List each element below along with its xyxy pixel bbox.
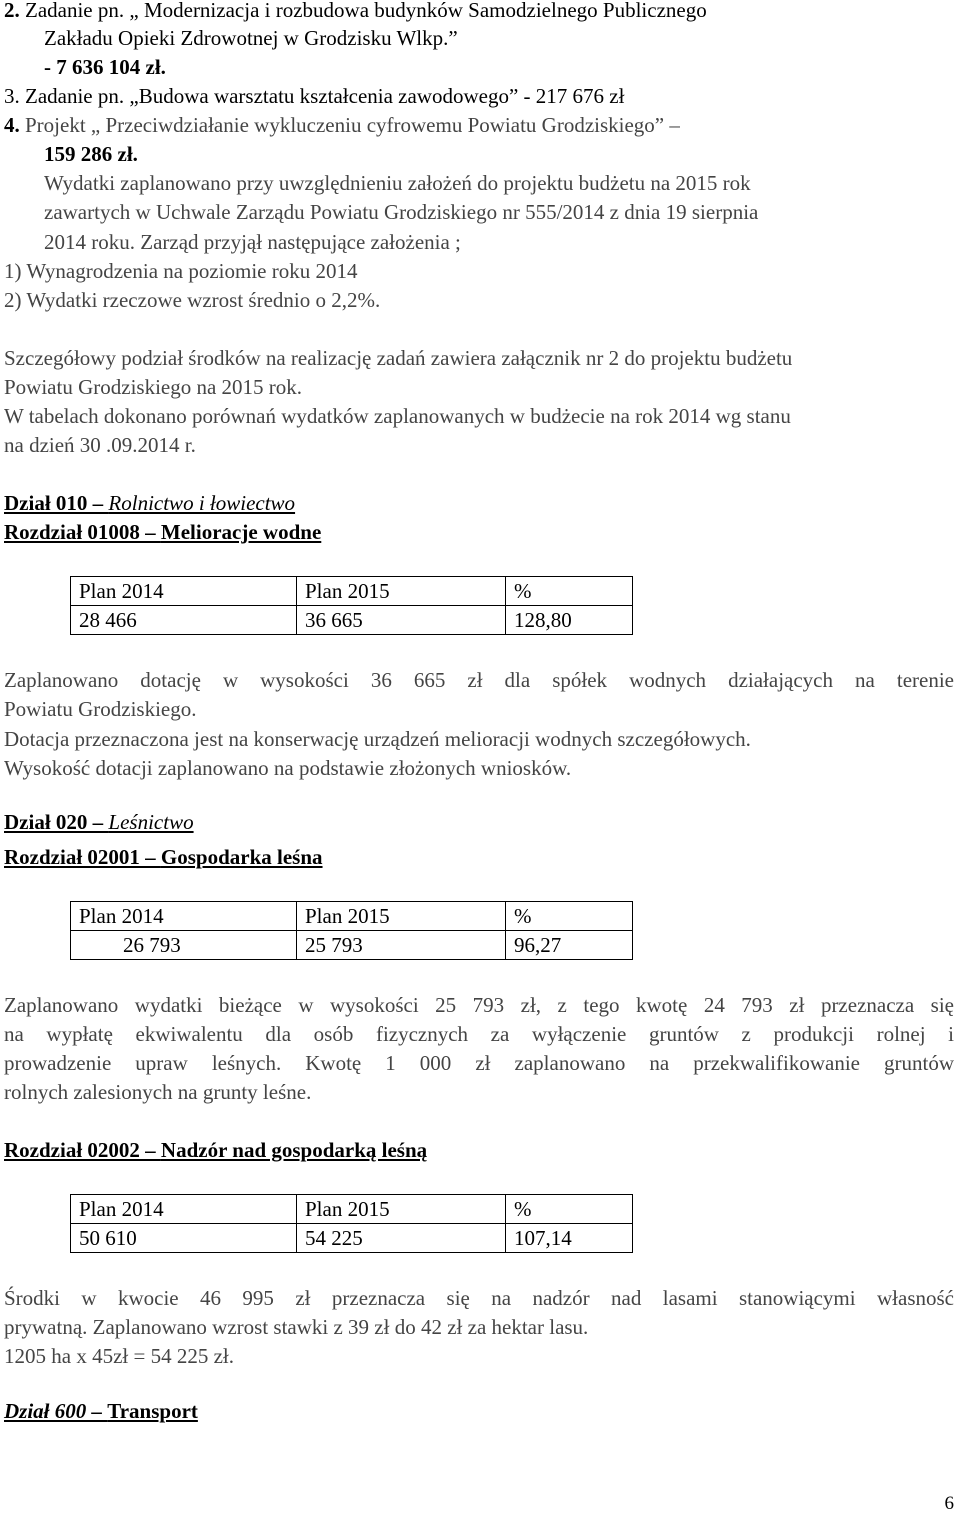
dzial010-text2: Powiatu Grodziskiego.: [4, 697, 197, 721]
dzial020-text4: rolnych zalesionych na grunty leśne.: [4, 1080, 312, 1104]
value-plan-2014: 26 793: [71, 931, 297, 960]
list-item-3: 3. Zadanie pn. „Budowa warsztatu kształcenia zawodowego” - 217 676 zł: [4, 84, 625, 108]
detail-line1: Szczegółowy podział środków na realizację zadań zawiera załącznik nr 2 do projektu budżetu: [4, 346, 793, 370]
header-percent: %: [506, 577, 633, 606]
assumption-1: 1) Wynagrodzenia na poziomie roku 2014: [4, 259, 358, 283]
plan-table-01008: [70, 576, 633, 635]
rozdzial-02001-heading: Rozdział 02001 – Gospodarka leśna: [4, 845, 323, 869]
header-plan-2014: Plan 2014: [71, 577, 297, 606]
rozdzial-01008-heading: Rozdział 01008 – Melioracje wodne: [4, 520, 322, 544]
nadzor-text2: prywatną. Zaplanowano wzrost stawki z 39 zł do 42 zł za hektar lasu.: [4, 1315, 589, 1339]
item2-amount: - 7 636 104 zł.: [44, 55, 166, 79]
dzial-020-name: Leśnictwo: [108, 810, 194, 834]
item4-text: Projekt „ Przeciwdziałanie wykluczeniu cyfrowemu Powiatu Grodziskiego” –: [25, 113, 680, 137]
dzial010-text4: Wysokość dotacji zaplanowano na podstawie złożonych wniosków.: [4, 756, 572, 780]
rozdzial-01008-name: Melioracje wodne: [160, 520, 322, 544]
table-header-row: [71, 577, 633, 606]
dzial020-text1: Zaplanowano wydatki bieżące w wysokości 25 793 zł, z tego kwotę 24 793 zł przeznacza się: [4, 993, 954, 1017]
plan-table-02001: [70, 901, 633, 960]
dzial-010-name: Rolnictwo i łowiectwo: [108, 491, 296, 515]
item3-text: Zadanie pn. „Budowa warsztatu kształcenia zawodowego” - 217 676 zł: [25, 84, 625, 108]
value-percent: 107,14: [506, 1224, 633, 1253]
header-plan-2015: Plan 2015: [297, 902, 506, 931]
value-plan-2014: 50 610: [71, 1224, 297, 1253]
list-item-4: 4. Projekt „ Przeciwdziałanie wykluczeniu cyfrowemu Powiatu Grodziskiego” –: [4, 113, 680, 137]
item2-line1: Zadanie pn. „ Modernizacja i rozbudowa budynków Samodzielnego Publicznego: [25, 0, 707, 22]
dzial-600-name: Transport: [107, 1399, 198, 1423]
nadzor-calc: 1205 ha x 45zł = 54 225 zł.: [4, 1344, 234, 1368]
detail-line2: Powiatu Grodziskiego na 2015 rok.: [4, 375, 303, 399]
intro-line3: 2014 roku. Zarząd przyjął następujące założenia ;: [44, 230, 461, 254]
header-plan-2014: Plan 2014: [71, 1195, 297, 1224]
assumption-2: 2) Wydatki rzeczowe wzrost średnio o 2,2%.: [4, 288, 381, 312]
intro-line2: zawartych w Uchwale Zarządu Powiatu Grodziskiego nr 555/2014 z dnia 19 sierpnia: [44, 200, 759, 224]
item2-line2: Zakładu Opieki Zdrowotnej w Grodzisku Wlkp.”: [44, 26, 458, 50]
tables-note-line1: W tabelach dokonano porównań wydatków zaplanowanych w budżecie na rok 2014 wg stanu: [4, 404, 791, 428]
header-plan-2015: Plan 2015: [297, 577, 506, 606]
dzial010-text3: Dotacja przeznaczona jest na konserwację urządzeń melioracji wodnych szczegółowych.: [4, 727, 751, 751]
value-plan-2015: 36 665: [297, 606, 506, 635]
page-number: 6: [944, 1493, 954, 1514]
table-row: [71, 1224, 633, 1253]
table-row: [71, 606, 633, 635]
plan-table-02002: [70, 1194, 633, 1253]
tables-note-line2: na dzień 30 .09.2014 r.: [4, 433, 196, 457]
table-row: [71, 931, 633, 960]
dzial020-text3: prowadzenie upraw leśnych. Kwotę 1 000 zł zaplanowano na przekwalifikowanie gruntów: [4, 1051, 954, 1075]
header-percent: %: [506, 902, 633, 931]
rozdzial-02002-name: Nadzór nad gospodarką leśną: [160, 1138, 428, 1162]
value-plan-2015: 25 793: [297, 931, 506, 960]
intro-line1: Wydatki zaplanowano przy uwzględnieniu założeń do projektu budżetu na 2015 rok: [44, 171, 751, 195]
value-percent: 128,80: [506, 606, 633, 635]
dzial020-text2: na wypłatę ekwiwalentu dla osób fizycznych za wyłączenie gruntów z produkcji rolnej i: [4, 1022, 954, 1046]
dzial010-text1: Zaplanowano dotację w wysokości 36 665 zł dla spółek wodnych działających na terenie: [4, 668, 954, 692]
dzial-600-heading: Dział 600 – Transport: [4, 1399, 198, 1423]
dzial-010-heading: Dział 010 – Rolnictwo i łowiectwo: [4, 491, 296, 515]
value-plan-2015: 54 225: [297, 1224, 506, 1253]
table-header-row: [71, 902, 633, 931]
header-plan-2015: Plan 2015: [297, 1195, 506, 1224]
header-plan-2014: Plan 2014: [71, 902, 297, 931]
dzial-020-heading: Dział 020 – Leśnictwo: [4, 810, 194, 834]
item4-amount: 159 286 zł.: [44, 142, 138, 166]
rozdzial-02002-heading: Rozdział 02002 – Nadzór nad gospodarką leśną: [4, 1138, 428, 1162]
table-header-row: [71, 1195, 633, 1224]
value-percent: 96,27: [506, 931, 633, 960]
header-percent: %: [506, 1195, 633, 1224]
rozdzial-02001-name: Gospodarka leśna: [160, 845, 323, 869]
nadzor-text1: Środki w kwocie 46 995 zł przeznacza się na nadzór nad lasami stanowiącymi własność: [4, 1286, 954, 1310]
list-item-2: 2. Zadanie pn. „ Modernizacja i rozbudowa budynków Samodzielnego Publicznego: [4, 0, 707, 22]
value-plan-2014: 28 466: [71, 606, 297, 635]
